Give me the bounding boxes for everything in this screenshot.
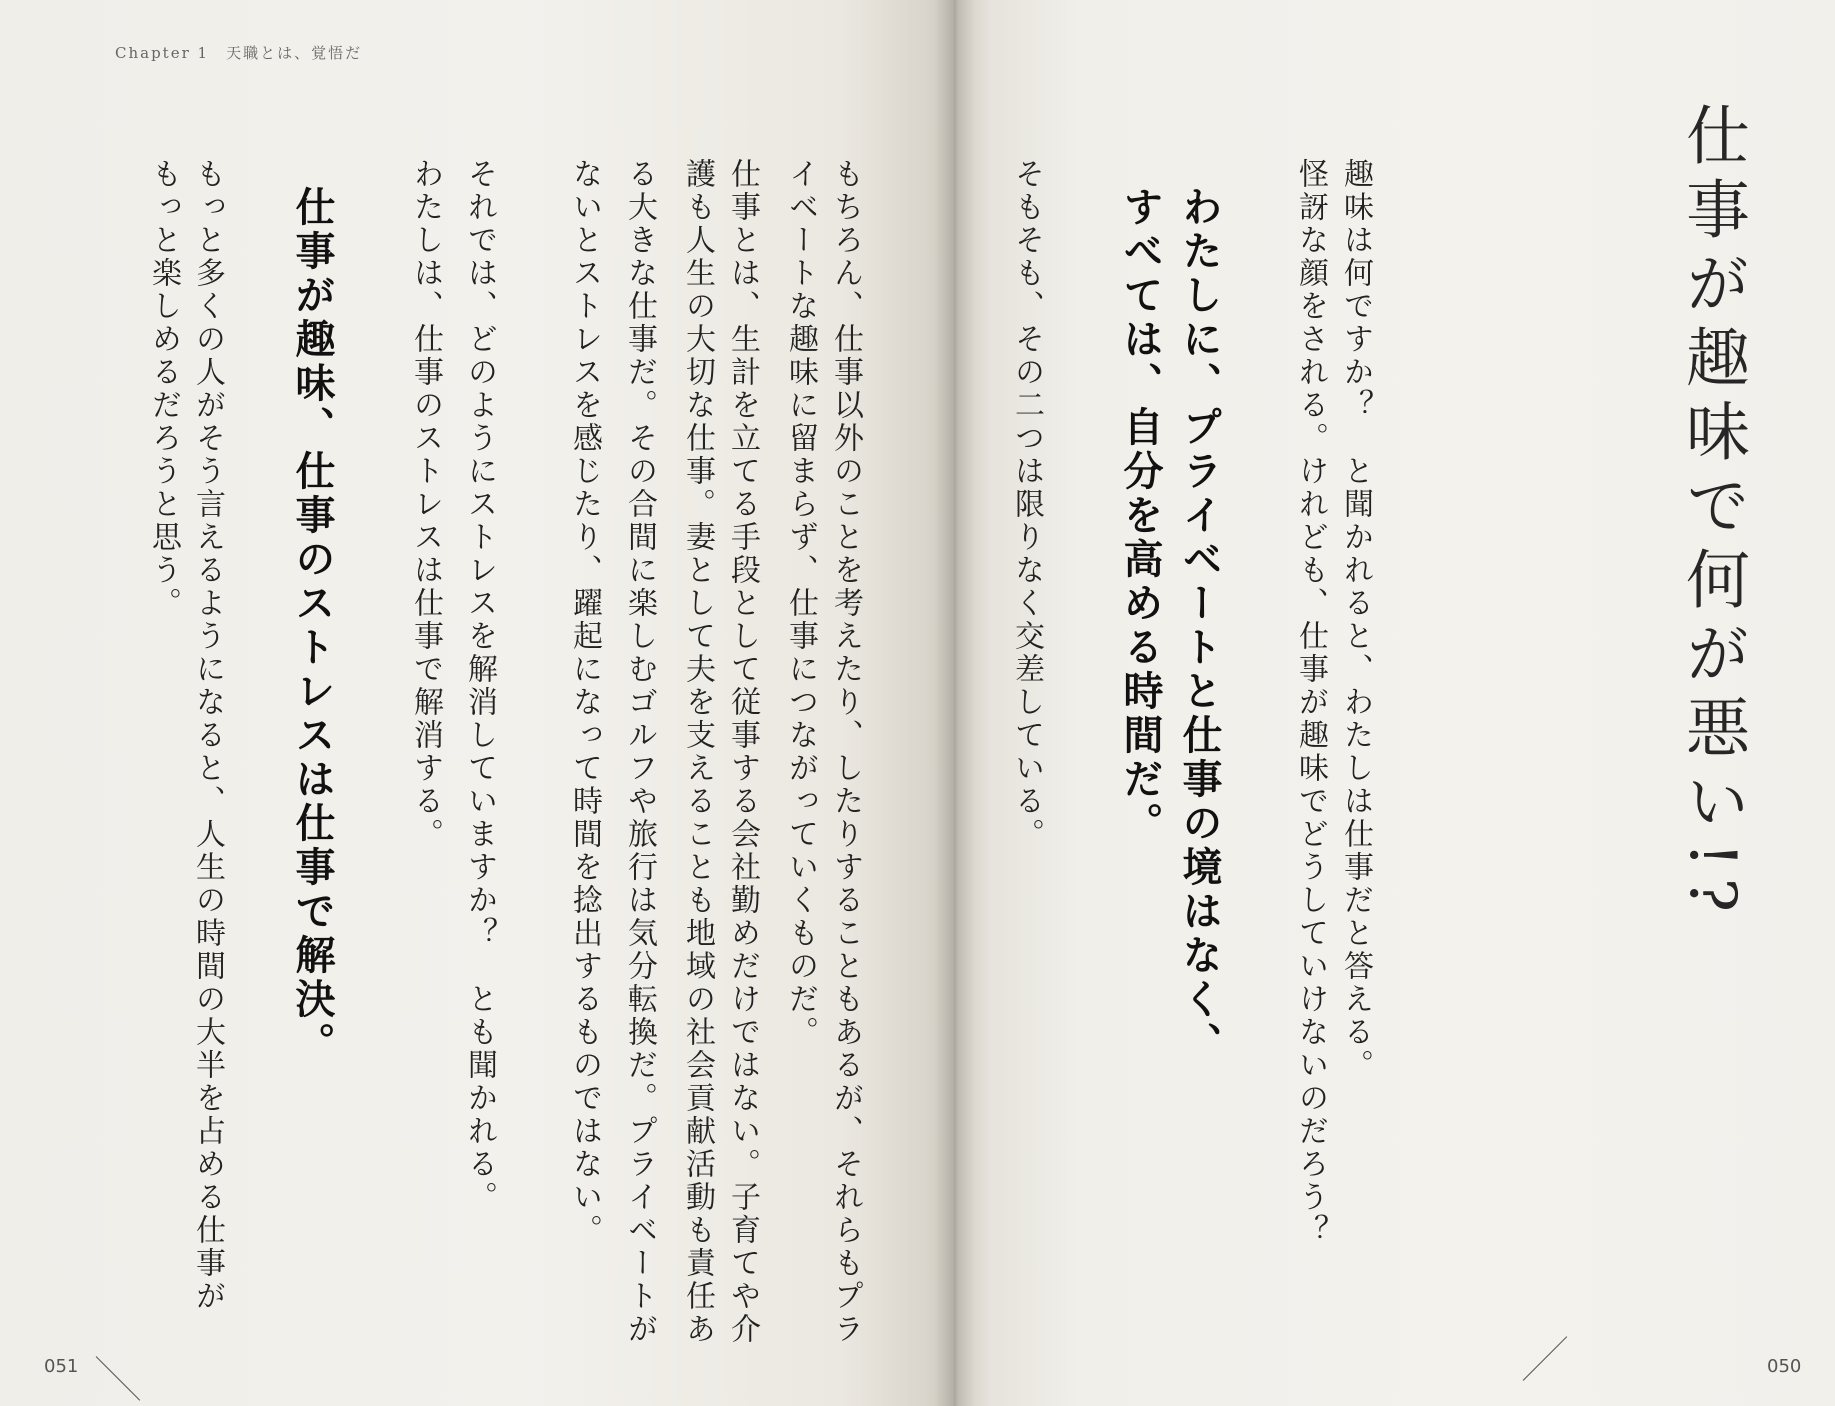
body-column: もちろん、仕事以外のことを考えたり、したりすることもあるが、それらもプラ	[828, 158, 863, 1346]
body-column: もっと楽しめるだろうと思う。	[146, 158, 181, 620]
body-column: わたしは、仕事のストレスは仕事で解消する。	[408, 158, 443, 851]
page-number-slash	[96, 1356, 141, 1401]
body-column: 怪訝な顔をされる。けれども、仕事が趣味でどうしていけないのだろう？	[1293, 158, 1328, 1247]
body-column: イベートな趣味に留まらず、仕事につながっていくものだ。	[783, 158, 818, 1049]
body-column: ないとストレスを感じたり、躍起になって時間を捻出するものではない。	[567, 158, 602, 1247]
body-column: 仕事とは、生計を立てる手段として従事する会社勤めだけではない。子育てや介	[725, 158, 760, 1346]
section-heading: 仕事が趣味、仕事のストレスは仕事で解決。	[289, 186, 335, 1066]
body-column: もっと多くの人がそう言えるようになると、人生の時間の大半を占める仕事が	[190, 158, 225, 1313]
body-column: 護も人生の大切な仕事。妻として夫を支えることも地域の社会貢献活動も責任あ	[680, 158, 715, 1346]
right-page	[955, 0, 1835, 1406]
page-number-slash	[1523, 1336, 1568, 1381]
body-column: 趣味は何ですか？ と聞かれると、わたしは仕事だと答える。	[1338, 158, 1373, 1082]
page-number: 050	[1767, 1356, 1802, 1377]
body-column: そもそも、その二つは限りなく交差している。	[1009, 158, 1044, 851]
section-heading-line: わたしに、プライベートと仕事の境はなく、	[1176, 186, 1222, 1066]
page-title: 仕事が趣味で何が悪い!?	[1675, 102, 1749, 923]
running-head: Chapter 1 天職とは、覚悟だ	[115, 44, 363, 62]
section-heading-line: すべては、自分を高める時間だ。	[1117, 186, 1163, 846]
page-number: 051	[44, 1356, 79, 1377]
gutter-shadow	[935, 0, 975, 1406]
body-column: る大きな仕事だ。その合間に楽しむゴルフや旅行は気分転換だ。プライベートが	[622, 158, 657, 1346]
body-column: それでは、どのようにストレスを解消していますか？ とも聞かれる。	[462, 158, 497, 1214]
